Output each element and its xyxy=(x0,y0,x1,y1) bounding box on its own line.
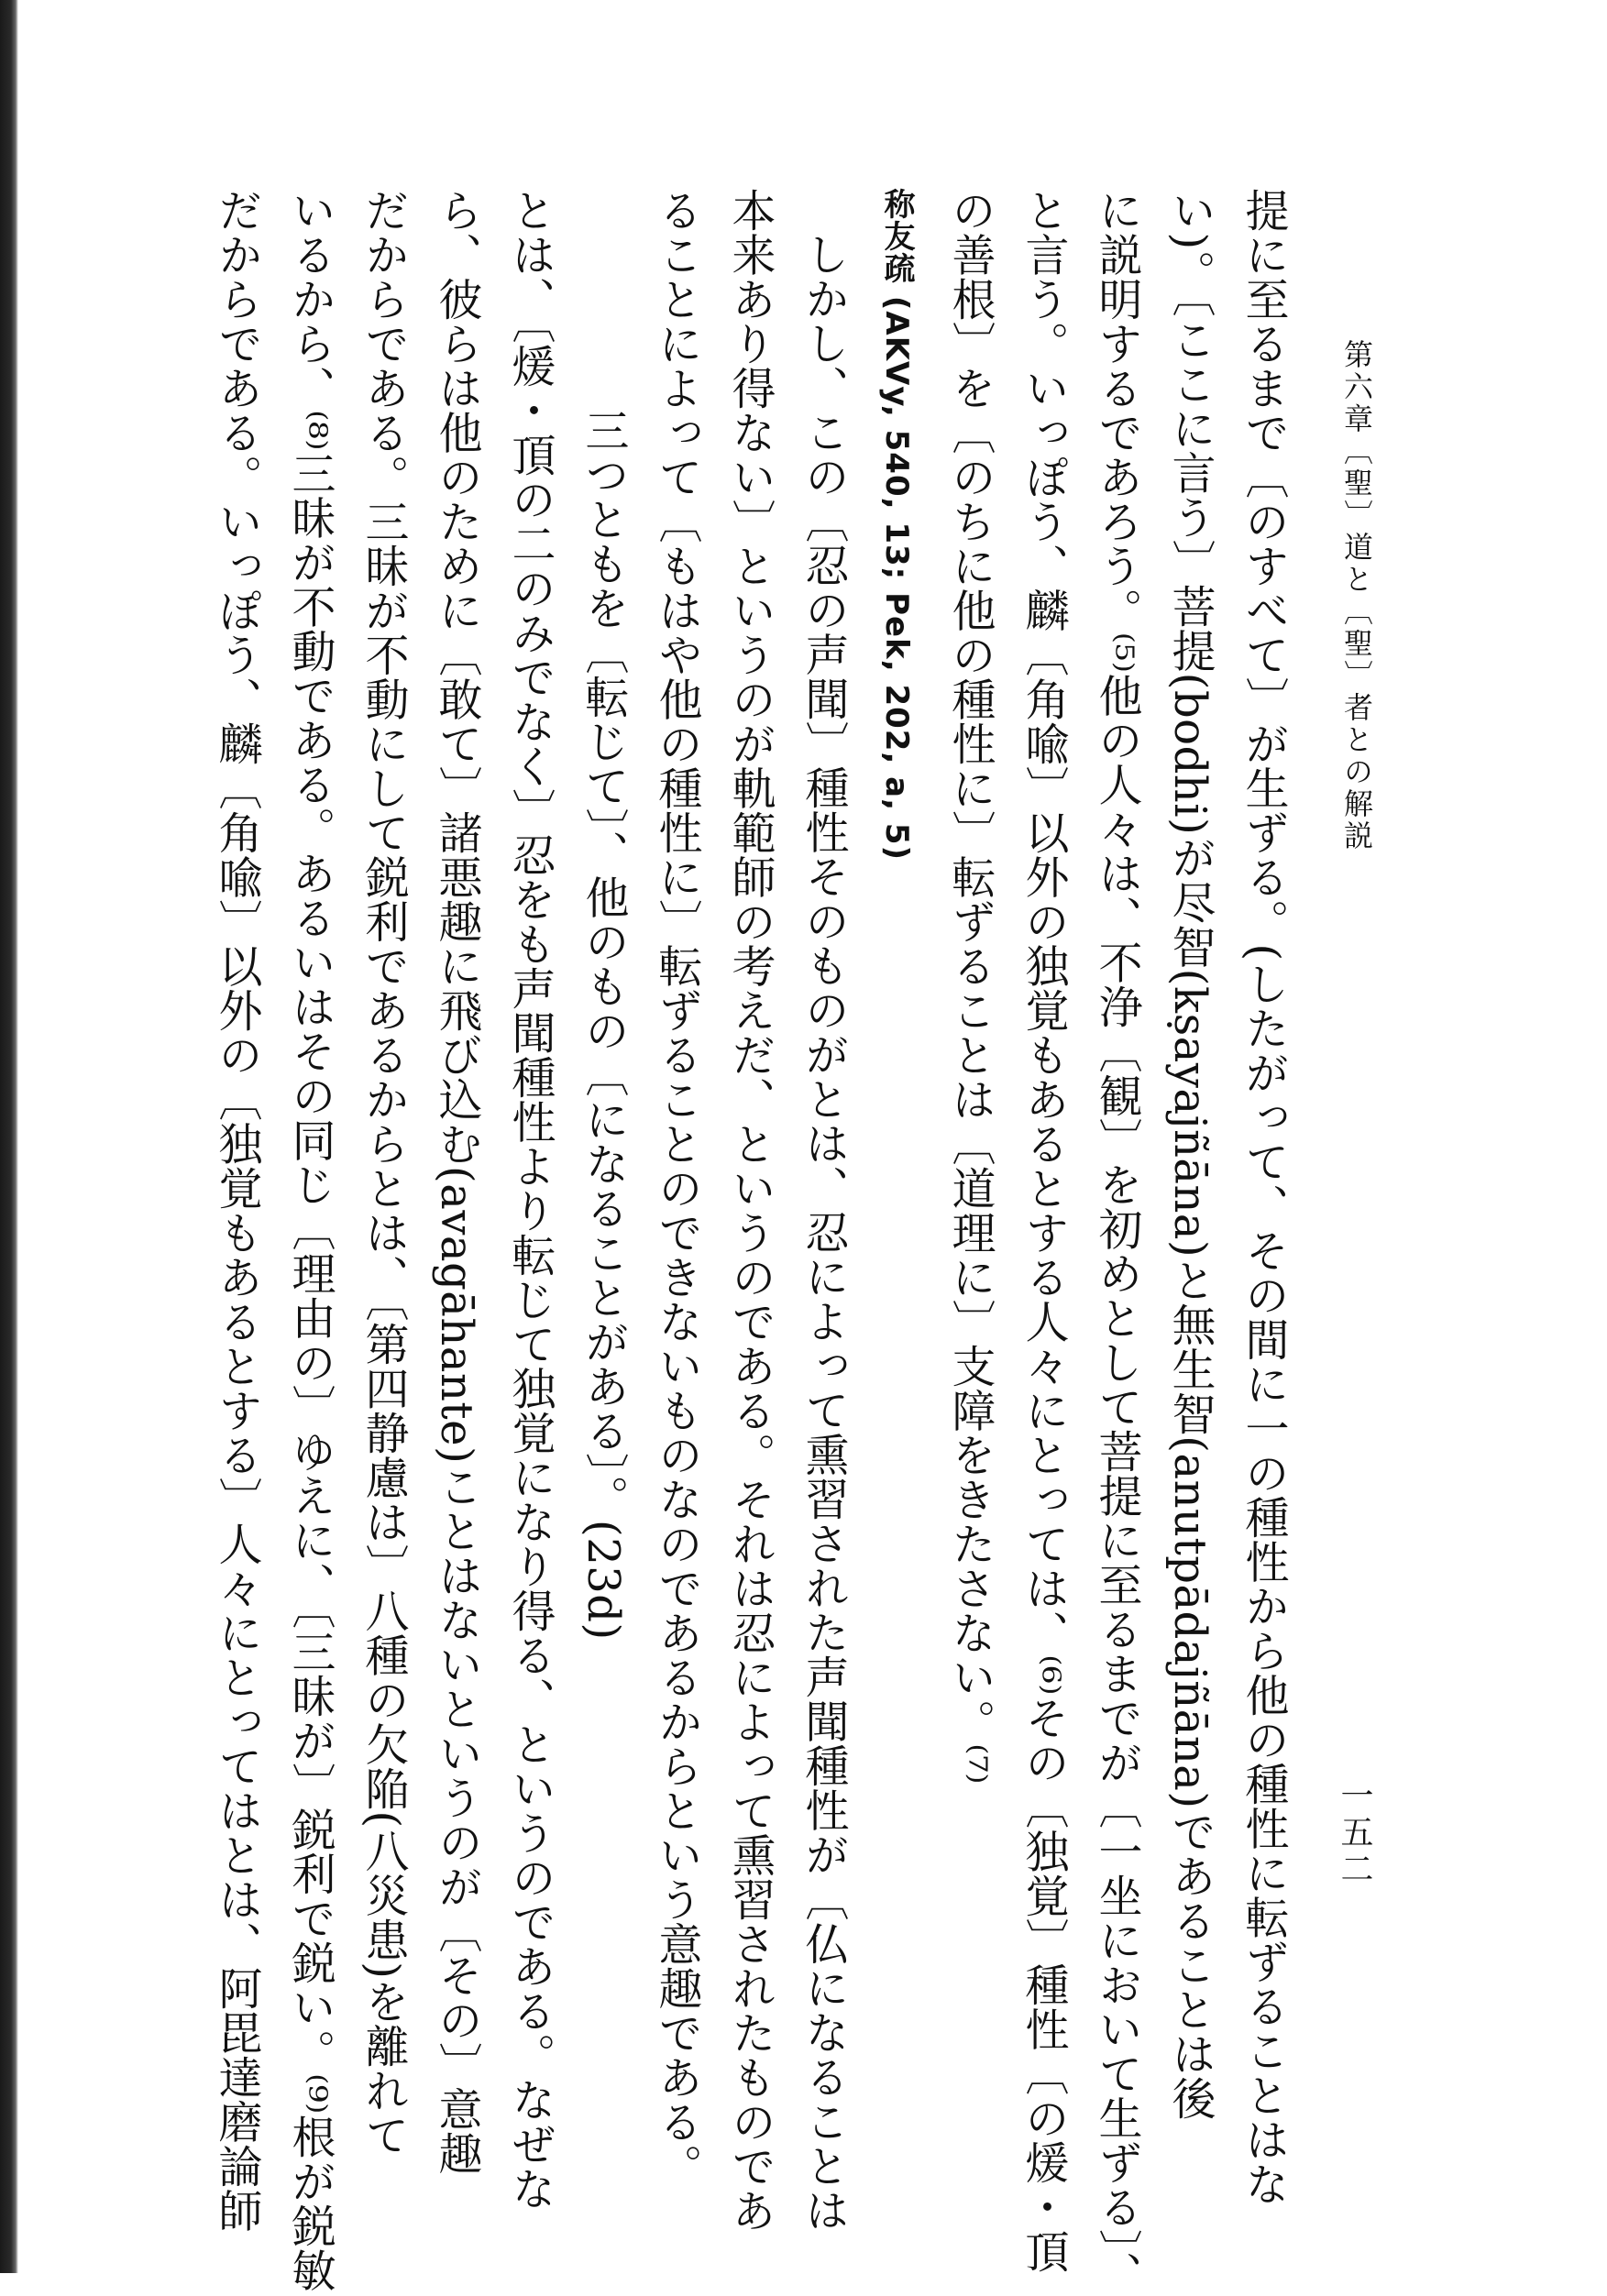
text-line: ることによって〔もはや他の種性に〕転ずることのできないものなのであるからという意趣である。 xyxy=(651,188,702,2189)
text-line: い)。〔ここに言う〕菩提(bodhi)が尽智(kṣayajñāna)と無生智(anutpādajñāna)であることは後 xyxy=(1164,188,1216,2121)
text-line: とは、〔煖・頂の二のみでなく〕忍をも声聞種性より転じて独覚になり得る、というのである。なぜな xyxy=(504,188,556,2211)
text-line: と言う。いっぽう、麟〔角喩〕以外の独覚もあるとする人々にとっては、⁽⁶⁾その〔独覚〕種性〔の煖・頂 xyxy=(1018,188,1069,2274)
text-line: 提に至るまで〔のすべて〕が生ずる。(したがって、その間に一の種性から他の種性に転ずることはな xyxy=(1238,188,1289,2206)
verse-line: 三つともを〔転じて〕、他のもの〔になることがある〕。(23d) xyxy=(578,408,629,1641)
body-text xyxy=(211,188,1300,2296)
page-number: 一五二 xyxy=(1336,1778,1373,1888)
section-heading: 称友疏 (AKVy, 540, 13; Pek, 202, a, 5) xyxy=(878,188,915,862)
text-line: だからである。いっぽう、麟〔角喩〕以外の〔独覚もあるとする〕人々にとってはとは、阿毘達磨論師 xyxy=(211,188,262,2233)
text-line: だからである。三昧が不動にして鋭利であるからとは、〔第四静慮は〕八種の欠陥(八災患)を離れて xyxy=(358,188,409,2158)
text-line: しかし、この〔忍の声聞〕種性そのものがとは、忍によって熏習された声聞種性が〔仏になることは xyxy=(798,232,849,2233)
book-binding-edge xyxy=(0,0,18,2273)
running-header: 第六章〔聖〕道と〔聖〕者との解説 xyxy=(1339,339,1374,852)
text-line: ら、彼らは他のために〔敢て〕諸悪趣に飛び込む(avagāhante)ことはないというのが〔その〕意趣 xyxy=(431,188,482,2176)
text-line: に説明するであろう。⁽⁵⁾他の人々は、不浄〔観〕を初めとして菩提に至るまでが〔一坐において生ずる〕、 xyxy=(1091,188,1142,2296)
text-line: いるから、⁽⁸⁾三昧が不動である。あるいはその同じ〔理由の〕ゆえに、〔三昧が〕鋭利で鋭い。⁽⁹⁾根が鋭敏 xyxy=(284,188,336,2292)
text-line: の善根〕を〔のちに他の種性に〕転ずることは〔道理に〕支障をきたさない。⁽⁷⁾ xyxy=(944,188,996,1785)
text-line: 本来あり得ない〕というのが軌範師の考えだ、というのである。それは忍によって熏習されたものであ xyxy=(724,188,776,2233)
